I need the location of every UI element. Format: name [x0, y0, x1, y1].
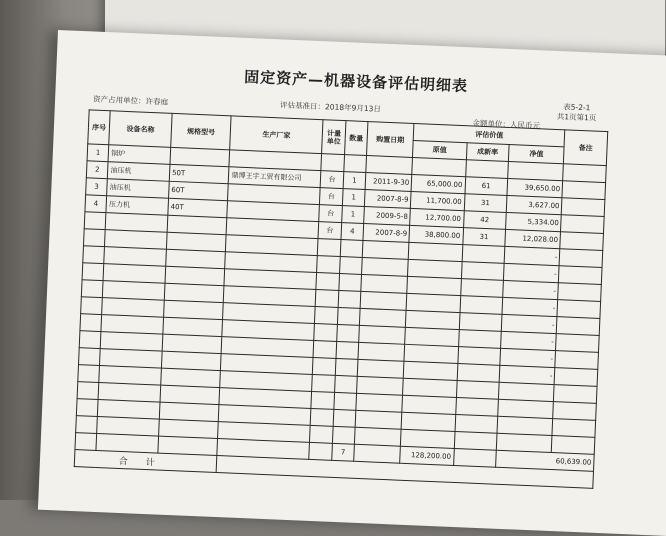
cell-model: 60T: [168, 181, 228, 200]
cell-rate: 61: [465, 177, 508, 196]
total-net: 60,639.00: [496, 450, 595, 471]
cell-net: 12,028.00: [505, 229, 561, 248]
cell-orig: 12,700.00: [410, 208, 464, 227]
valuation-date-label: 评估基准日：2018年9月13日: [279, 100, 382, 114]
currency-unit-label: 金额单位：人民币元: [472, 118, 541, 131]
cell-date: 2011-9-30: [365, 172, 412, 191]
cell-date: 2007-8-9: [363, 223, 410, 242]
page-number: 共1页第1页: [556, 111, 597, 123]
form-number: 表5-2-1: [563, 102, 591, 113]
col-eval-group: 评估价值: [414, 124, 566, 147]
col-seq: 序号: [88, 110, 111, 145]
cell-orig: 65,000.00: [411, 174, 465, 193]
cell-rate: 31: [464, 194, 507, 213]
col-maker: 生产厂家: [230, 116, 323, 154]
cell-qty: 1: [343, 172, 365, 190]
cell-rate: 42: [463, 211, 506, 230]
total-orig: 128,200.00: [400, 446, 454, 465]
col-model: 规格型号: [171, 113, 232, 149]
cell-seq: 2: [86, 161, 108, 179]
dash-mark: -: [503, 263, 559, 282]
cell-orig: 11,700.00: [411, 191, 465, 210]
cell-date: 2009-5-8: [363, 206, 410, 225]
cell-unit: [321, 154, 345, 172]
cell-note: [560, 232, 603, 251]
dash-mark: -: [501, 314, 557, 333]
dash-mark: -: [503, 280, 559, 299]
asset-table: [74, 109, 609, 488]
col-rate: 成新率: [466, 143, 509, 162]
cell-unit: 台: [318, 222, 342, 240]
col-name: 设备名称: [109, 111, 172, 148]
cell-net: 5,334.00: [506, 212, 562, 231]
cell-seq: 3: [86, 178, 108, 196]
dash-mark: -: [500, 348, 556, 367]
sheet: [58, 31, 666, 536]
cell-orig: 38,800.00: [409, 225, 463, 244]
asset-unit-label: 资产占用单位：许春庭: [92, 94, 169, 107]
header-row: [88, 110, 607, 149]
cell-qty: [344, 155, 366, 173]
cell-qty: 1: [343, 189, 365, 207]
cell-seq: 4: [85, 195, 107, 213]
dash-mark: -: [504, 246, 560, 265]
cell-name: 油压机: [107, 179, 169, 199]
cell-note: [562, 181, 605, 200]
cell-name: 油压机: [108, 162, 170, 182]
cell-unit: 台: [319, 188, 343, 206]
cell-date: 2007-8-9: [364, 189, 411, 208]
total-label: 合计: [74, 450, 217, 473]
cell-net: 3,627.00: [506, 195, 562, 214]
cell-qty: 4: [341, 223, 363, 241]
cell-name: 锅炉: [108, 145, 170, 165]
cell-net: 39,650.00: [507, 178, 563, 197]
document-title: 固定资产—机器设备评估明细表: [243, 67, 469, 96]
cell-qty: 1: [342, 206, 364, 224]
total-qty: 7: [332, 443, 354, 461]
cell-seq: [84, 212, 106, 230]
dash-mark: -: [502, 297, 558, 316]
empty-rows: [76, 229, 603, 455]
dash-mark: -: [501, 331, 557, 350]
col-orig: 原值: [413, 140, 467, 159]
cell-date: [365, 156, 412, 175]
cell-unit: 台: [319, 205, 343, 223]
cell-model: 50T: [169, 164, 229, 183]
cell-name: 压力机: [106, 196, 168, 216]
cell-seq: 1: [87, 144, 109, 162]
cell-model: 40T: [168, 198, 228, 217]
col-net: 净值: [508, 144, 564, 163]
cell-note: [563, 164, 606, 183]
cell-unit: 台: [320, 171, 344, 189]
cell-rate: [465, 160, 508, 179]
col-note: 备注: [564, 130, 608, 166]
cell-maker: 鼎博王宇工贸有限公司: [229, 167, 321, 188]
col-date: 购置日期: [366, 122, 414, 158]
col-qty: 数量: [345, 121, 368, 156]
col-unit: 计量单位: [321, 120, 346, 155]
cell-note: [561, 215, 604, 234]
cell-rate: 31: [462, 228, 505, 247]
document-page: [38, 30, 666, 536]
cell-note: [562, 198, 605, 217]
dash-mark: -: [499, 365, 555, 384]
